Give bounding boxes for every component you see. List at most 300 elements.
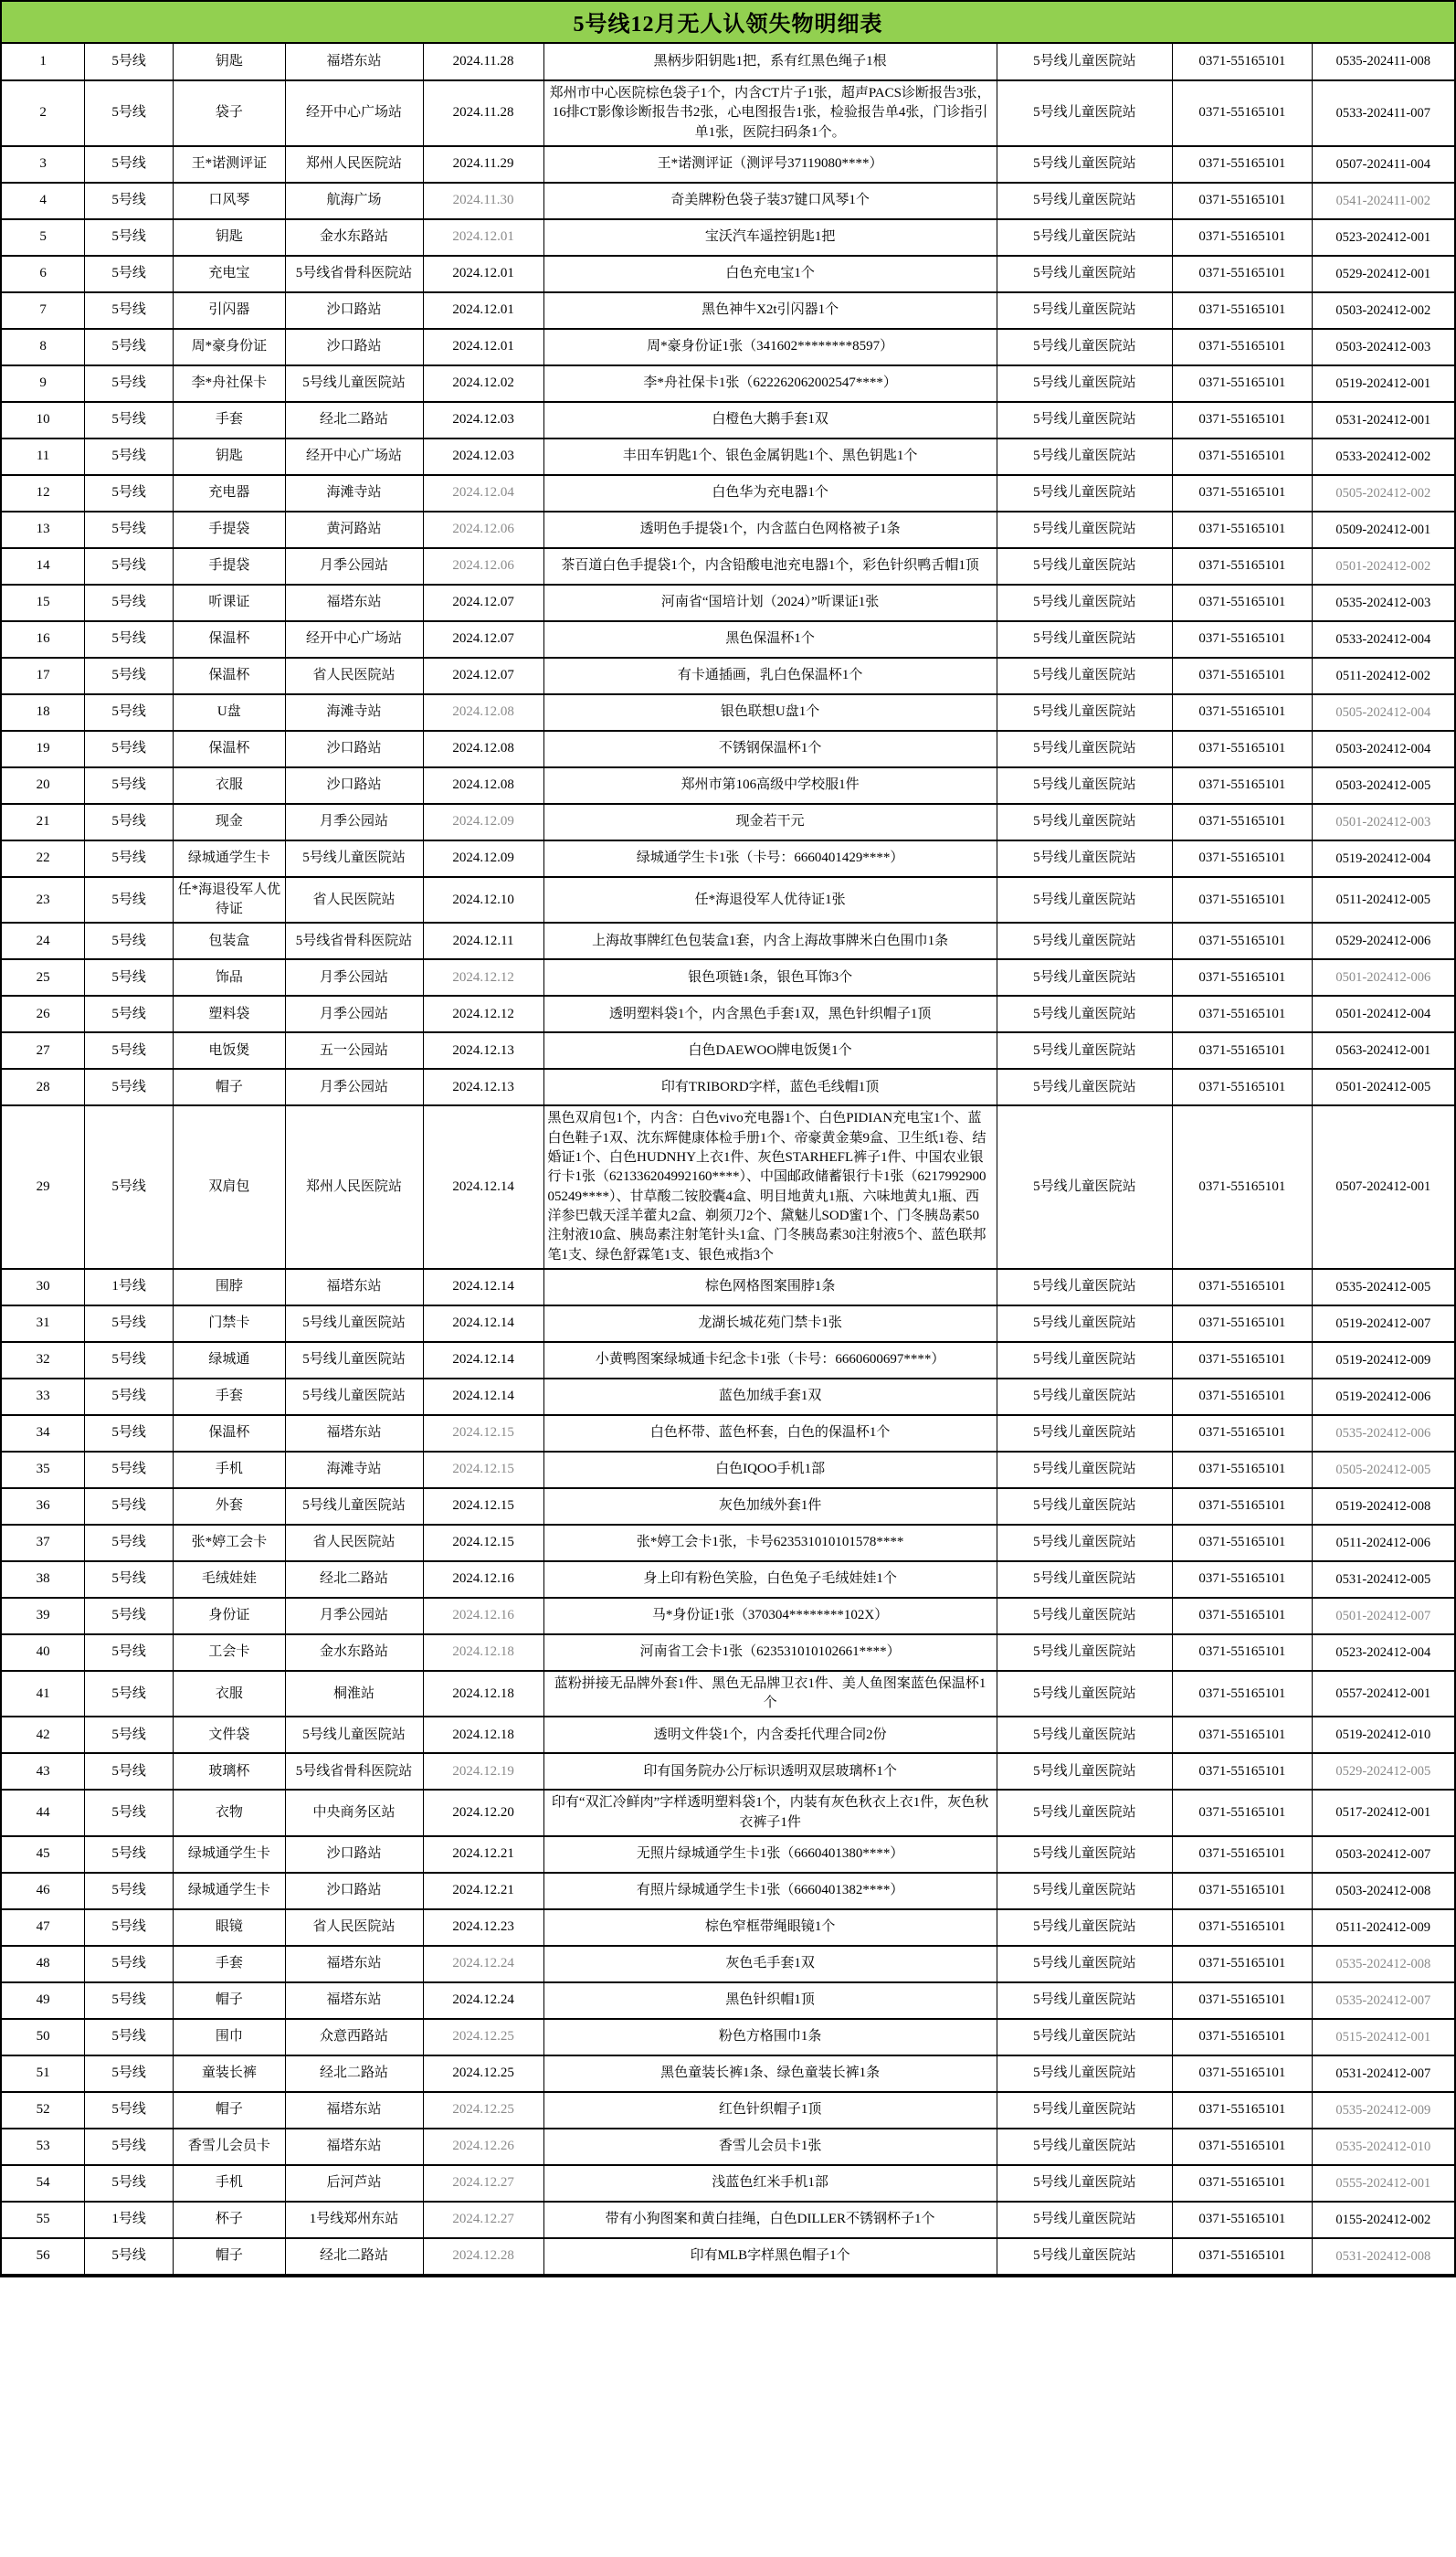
cell-found-station: 沙口路站	[285, 1873, 423, 1909]
table-row	[2, 840, 1454, 877]
cell-sequence-number: 32	[2, 1342, 85, 1379]
cell-item-name: 绿城通学生卡	[174, 1873, 285, 1909]
cell-item-name: 包装盒	[174, 923, 285, 959]
table-row	[2, 1415, 1454, 1452]
cell-contact-phone: 0371-55165101	[1173, 1561, 1313, 1598]
cell-metro-line: 5号线	[85, 923, 174, 959]
cell-metro-line: 5号线	[85, 1671, 174, 1717]
cell-item-name: 双肩包	[174, 1105, 285, 1268]
cell-found-station: 省人民医院站	[285, 658, 423, 694]
cell-pickup-station: 5号线儿童医院站	[997, 585, 1172, 621]
cell-found-station: 5号线儿童医院站	[285, 1717, 423, 1753]
cell-pickup-station: 5号线儿童医院站	[997, 1305, 1172, 1342]
cell-found-station: 省人民医院站	[285, 877, 423, 924]
table-row	[2, 2202, 1454, 2238]
table-row	[2, 219, 1454, 256]
cell-item-code: 0533-202412-002	[1312, 438, 1454, 475]
cell-date: 2024.12.25	[423, 2055, 543, 2092]
cell-date: 2024.12.16	[423, 1561, 543, 1598]
cell-sequence-number: 50	[2, 2019, 85, 2055]
cell-item-name: 电饭煲	[174, 1032, 285, 1069]
cell-metro-line: 5号线	[85, 1342, 174, 1379]
cell-sequence-number: 48	[2, 1946, 85, 1982]
table-row	[2, 1488, 1454, 1525]
cell-item-description: 有卡通插画，乳白色保温杯1个	[543, 658, 997, 694]
cell-pickup-station: 5号线儿童医院站	[997, 1634, 1172, 1671]
cell-metro-line: 5号线	[85, 1379, 174, 1415]
cell-date: 2024.12.23	[423, 1909, 543, 1946]
cell-metro-line: 5号线	[85, 1909, 174, 1946]
cell-item-description: 印有MLB字样黑色帽子1个	[543, 2238, 997, 2275]
cell-item-name: 帽子	[174, 1982, 285, 2019]
cell-sequence-number: 49	[2, 1982, 85, 2019]
cell-pickup-station: 5号线儿童医院站	[997, 996, 1172, 1032]
cell-metro-line: 5号线	[85, 2055, 174, 2092]
cell-item-code: 0511-202412-009	[1312, 1909, 1454, 1946]
cell-contact-phone: 0371-55165101	[1173, 402, 1313, 438]
cell-found-station: 5号线省骨科医院站	[285, 923, 423, 959]
cell-item-name: 绿城通学生卡	[174, 840, 285, 877]
cell-item-code: 0519-202412-006	[1312, 1379, 1454, 1415]
cell-sequence-number: 37	[2, 1525, 85, 1561]
cell-date: 2024.12.04	[423, 475, 543, 512]
cell-date: 2024.12.14	[423, 1305, 543, 1342]
cell-found-station: 桐淮站	[285, 1671, 423, 1717]
cell-metro-line: 5号线	[85, 80, 174, 146]
cell-metro-line: 5号线	[85, 1982, 174, 2019]
cell-metro-line: 5号线	[85, 402, 174, 438]
cell-item-code: 0535-202412-007	[1312, 1982, 1454, 2019]
cell-sequence-number: 10	[2, 402, 85, 438]
cell-metro-line: 5号线	[85, 2238, 174, 2275]
table-row	[2, 329, 1454, 365]
cell-pickup-station: 5号线儿童医院站	[997, 1488, 1172, 1525]
cell-item-code: 0501-202412-004	[1312, 996, 1454, 1032]
cell-found-station: 月季公园站	[285, 1069, 423, 1105]
cell-pickup-station: 5号线儿童医院站	[997, 2129, 1172, 2165]
cell-contact-phone: 0371-55165101	[1173, 1982, 1313, 2019]
cell-pickup-station: 5号线儿童医院站	[997, 1342, 1172, 1379]
table-row	[2, 1873, 1454, 1909]
cell-item-description: 白色DAEWOO牌电饭煲1个	[543, 1032, 997, 1069]
cell-date: 2024.12.06	[423, 512, 543, 548]
table-row	[2, 365, 1454, 402]
cell-item-name: 帽子	[174, 1069, 285, 1105]
cell-sequence-number: 4	[2, 183, 85, 219]
cell-item-description: 现金若干元	[543, 804, 997, 840]
cell-date: 2024.12.15	[423, 1488, 543, 1525]
table-row	[2, 1598, 1454, 1634]
cell-item-code: 0535-202412-009	[1312, 2092, 1454, 2129]
cell-item-description: 蓝粉拼接无品牌外套1件、黑色无品牌卫衣1件、美人鱼图案蓝色保温杯1个	[543, 1671, 997, 1717]
cell-item-description: 黑色针织帽1顶	[543, 1982, 997, 2019]
cell-found-station: 福塔东站	[285, 2092, 423, 2129]
cell-pickup-station: 5号线儿童医院站	[997, 1946, 1172, 1982]
cell-contact-phone: 0371-55165101	[1173, 2202, 1313, 2238]
cell-found-station: 1号线郑州东站	[285, 2202, 423, 2238]
cell-pickup-station: 5号线儿童医院站	[997, 694, 1172, 731]
cell-item-name: 王*诺测评证	[174, 146, 285, 183]
cell-sequence-number: 21	[2, 804, 85, 840]
table-row	[2, 1836, 1454, 1873]
cell-sequence-number: 19	[2, 731, 85, 767]
cell-item-description: 马*身份证1张（370304********102X）	[543, 1598, 997, 1634]
cell-sequence-number: 18	[2, 694, 85, 731]
cell-sequence-number: 52	[2, 2092, 85, 2129]
cell-date: 2024.12.15	[423, 1525, 543, 1561]
cell-item-name: 外套	[174, 1488, 285, 1525]
cell-item-name: 张*婷工会卡	[174, 1525, 285, 1561]
cell-item-code: 0517-202412-001	[1312, 1790, 1454, 1836]
cell-item-name: 手套	[174, 1379, 285, 1415]
cell-metro-line: 5号线	[85, 1415, 174, 1452]
cell-contact-phone: 0371-55165101	[1173, 548, 1313, 585]
cell-metro-line: 5号线	[85, 840, 174, 877]
cell-found-station: 5号线儿童医院站	[285, 840, 423, 877]
cell-contact-phone: 0371-55165101	[1173, 1671, 1313, 1717]
cell-item-description: 棕色窄框带绳眼镜1个	[543, 1909, 997, 1946]
cell-pickup-station: 5号线儿童医院站	[997, 292, 1172, 329]
cell-pickup-station: 5号线儿童医院站	[997, 877, 1172, 924]
cell-found-station: 黄河路站	[285, 512, 423, 548]
cell-item-name: 口风琴	[174, 183, 285, 219]
cell-pickup-station: 5号线儿童医院站	[997, 731, 1172, 767]
cell-metro-line: 5号线	[85, 1525, 174, 1561]
cell-item-name: 眼镜	[174, 1909, 285, 1946]
cell-item-name: 衣服	[174, 767, 285, 804]
cell-pickup-station: 5号线儿童医院站	[997, 402, 1172, 438]
cell-sequence-number: 46	[2, 1873, 85, 1909]
cell-found-station: 月季公园站	[285, 804, 423, 840]
cell-pickup-station: 5号线儿童医院站	[997, 1717, 1172, 1753]
cell-found-station: 5号线省骨科医院站	[285, 1753, 423, 1790]
cell-contact-phone: 0371-55165101	[1173, 1525, 1313, 1561]
cell-item-code: 0509-202412-001	[1312, 512, 1454, 548]
cell-item-code: 0155-202412-002	[1312, 2202, 1454, 2238]
cell-item-code: 0503-202412-004	[1312, 731, 1454, 767]
cell-found-station: 沙口路站	[285, 329, 423, 365]
cell-item-code: 0535-202412-010	[1312, 2129, 1454, 2165]
cell-found-station: 5号线儿童医院站	[285, 365, 423, 402]
cell-item-description: 王*诺测评证（测评号37119080****）	[543, 146, 997, 183]
cell-item-description: 龙湖长城花苑门禁卡1张	[543, 1305, 997, 1342]
table-row	[2, 585, 1454, 621]
cell-item-code: 0505-202412-004	[1312, 694, 1454, 731]
cell-item-code: 0519-202412-010	[1312, 1717, 1454, 1753]
cell-sequence-number: 3	[2, 146, 85, 183]
cell-sequence-number: 38	[2, 1561, 85, 1598]
cell-date: 2024.12.10	[423, 877, 543, 924]
cell-contact-phone: 0371-55165101	[1173, 2055, 1313, 2092]
cell-found-station: 5号线儿童医院站	[285, 1379, 423, 1415]
cell-metro-line: 5号线	[85, 1305, 174, 1342]
cell-contact-phone: 0371-55165101	[1173, 256, 1313, 292]
table-row	[2, 1305, 1454, 1342]
cell-item-name: 手套	[174, 402, 285, 438]
table-row	[2, 1753, 1454, 1790]
cell-sequence-number: 35	[2, 1452, 85, 1488]
cell-item-name: 充电宝	[174, 256, 285, 292]
cell-item-description: 红色针织帽子1顶	[543, 2092, 997, 2129]
cell-sequence-number: 6	[2, 256, 85, 292]
cell-date: 2024.12.01	[423, 292, 543, 329]
cell-item-description: 银色项链1条，银色耳饰3个	[543, 959, 997, 996]
cell-found-station: 海滩寺站	[285, 1452, 423, 1488]
cell-pickup-station: 5号线儿童医院站	[997, 1032, 1172, 1069]
cell-contact-phone: 0371-55165101	[1173, 183, 1313, 219]
cell-item-name: 手机	[174, 2165, 285, 2202]
cell-contact-phone: 0371-55165101	[1173, 996, 1313, 1032]
cell-item-code: 0563-202412-001	[1312, 1032, 1454, 1069]
cell-sequence-number: 15	[2, 585, 85, 621]
cell-found-station: 郑州人民医院站	[285, 146, 423, 183]
cell-sequence-number: 40	[2, 1634, 85, 1671]
cell-contact-phone: 0371-55165101	[1173, 512, 1313, 548]
cell-contact-phone: 0371-55165101	[1173, 219, 1313, 256]
cell-metro-line: 5号线	[85, 1790, 174, 1836]
cell-item-name: 文件袋	[174, 1717, 285, 1753]
cell-item-code: 0501-202412-003	[1312, 804, 1454, 840]
cell-item-name: 保温杯	[174, 658, 285, 694]
cell-contact-phone: 0371-55165101	[1173, 694, 1313, 731]
table-row	[2, 1717, 1454, 1753]
cell-date: 2024.12.25	[423, 2092, 543, 2129]
table-row	[2, 1946, 1454, 1982]
cell-item-description: 丰田车钥匙1个、银色金属钥匙1个、黑色钥匙1个	[543, 438, 997, 475]
cell-sequence-number: 20	[2, 767, 85, 804]
cell-item-code: 0531-202412-005	[1312, 1561, 1454, 1598]
cell-pickup-station: 5号线儿童医院站	[997, 438, 1172, 475]
cell-sequence-number: 8	[2, 329, 85, 365]
cell-found-station: 航海广场	[285, 183, 423, 219]
cell-metro-line: 5号线	[85, 2092, 174, 2129]
cell-date: 2024.12.21	[423, 1873, 543, 1909]
cell-item-code: 0555-202412-001	[1312, 2165, 1454, 2202]
cell-item-code: 0535-202412-005	[1312, 1269, 1454, 1305]
cell-sequence-number: 14	[2, 548, 85, 585]
cell-contact-phone: 0371-55165101	[1173, 80, 1313, 146]
cell-item-description: 白橙色大鹅手套1双	[543, 402, 997, 438]
cell-item-code: 0533-202412-004	[1312, 621, 1454, 658]
cell-date: 2024.12.14	[423, 1342, 543, 1379]
cell-pickup-station: 5号线儿童医院站	[997, 80, 1172, 146]
cell-item-name: 手机	[174, 1452, 285, 1488]
cell-date: 2024.12.07	[423, 585, 543, 621]
cell-date: 2024.12.18	[423, 1671, 543, 1717]
cell-contact-phone: 0371-55165101	[1173, 1452, 1313, 1488]
cell-pickup-station: 5号线儿童医院站	[997, 256, 1172, 292]
cell-item-description: 棕色网格图案围脖1条	[543, 1269, 997, 1305]
cell-found-station: 月季公园站	[285, 1598, 423, 1634]
cell-item-description: 灰色加绒外套1件	[543, 1488, 997, 1525]
table-row	[2, 1561, 1454, 1598]
cell-item-code: 0523-202412-004	[1312, 1634, 1454, 1671]
cell-metro-line: 5号线	[85, 2129, 174, 2165]
cell-item-name: 帽子	[174, 2092, 285, 2129]
table-row	[2, 292, 1454, 329]
cell-metro-line: 5号线	[85, 877, 174, 924]
cell-item-description: 黑色双肩包1个，内含：白色vivo充电器1个、白色PIDIAN充电宝1个、蓝白色鞋子1双、沈东辉健康体检手册1个、帝豪黄金葉9盒、卫生纸1卷、结婚证1个、白色HUDNHY上衣1件、灰色STARHEFL裤子1件、中国农业银行卡1张（621336204992160****）、中国邮政储蓄银行卡1张（621799290005249****）、甘草酸二铵胶囊4盒、明目地黄丸1瓶、六味地黄丸1瓶、西洋参巴戟天淫羊藿丸2盒、剃须刀2个、黛魅儿SOD蜜1个、门冬胰岛素50注射液10盒、胰岛素注射笔针头1盒、门冬胰岛素30注射液5个、蓝色联邦笔1支、绿色舒霖笔1支、银色戒指3个	[543, 1105, 997, 1268]
cell-item-description: 浅蓝色红米手机1部	[543, 2165, 997, 2202]
cell-found-station: 福塔东站	[285, 1415, 423, 1452]
cell-metro-line: 5号线	[85, 2165, 174, 2202]
cell-pickup-station: 5号线儿童医院站	[997, 1598, 1172, 1634]
cell-pickup-station: 5号线儿童医院站	[997, 1269, 1172, 1305]
table-row	[2, 767, 1454, 804]
table-row	[2, 1982, 1454, 2019]
cell-item-name: 杯子	[174, 2202, 285, 2238]
cell-pickup-station: 5号线儿童医院站	[997, 1909, 1172, 1946]
cell-date: 2024.11.28	[423, 80, 543, 146]
cell-metro-line: 5号线	[85, 1105, 174, 1268]
cell-pickup-station: 5号线儿童医院站	[997, 219, 1172, 256]
table-row	[2, 183, 1454, 219]
cell-item-name: 帽子	[174, 2238, 285, 2275]
cell-item-code: 0501-202412-002	[1312, 548, 1454, 585]
cell-contact-phone: 0371-55165101	[1173, 1598, 1313, 1634]
table-row	[2, 80, 1454, 146]
cell-item-description: 上海故事牌红色包装盒1套，内含上海故事牌米白色围巾1条	[543, 923, 997, 959]
cell-item-description: 白色华为充电器1个	[543, 475, 997, 512]
cell-item-name: 袋子	[174, 80, 285, 146]
cell-item-description: 黑色神牛X2t引闪器1个	[543, 292, 997, 329]
cell-pickup-station: 5号线儿童医院站	[997, 183, 1172, 219]
cell-item-description: 奇美牌粉色袋子装37键口风琴1个	[543, 183, 997, 219]
cell-found-station: 5号线儿童医院站	[285, 1488, 423, 1525]
cell-metro-line: 5号线	[85, 1452, 174, 1488]
cell-item-code: 0531-202412-008	[1312, 2238, 1454, 2275]
cell-found-station: 福塔东站	[285, 44, 423, 80]
cell-sequence-number: 44	[2, 1790, 85, 1836]
cell-found-station: 省人民医院站	[285, 1525, 423, 1561]
cell-item-name: 保温杯	[174, 621, 285, 658]
cell-metro-line: 5号线	[85, 1561, 174, 1598]
cell-contact-phone: 0371-55165101	[1173, 877, 1313, 924]
cell-metro-line: 5号线	[85, 996, 174, 1032]
cell-sequence-number: 29	[2, 1105, 85, 1268]
cell-sequence-number: 36	[2, 1488, 85, 1525]
cell-item-description: 带有小狗图案和黄白挂绳，白色DILLER不锈钢杯子1个	[543, 2202, 997, 2238]
cell-sequence-number: 5	[2, 219, 85, 256]
cell-contact-phone: 0371-55165101	[1173, 923, 1313, 959]
cell-contact-phone: 0371-55165101	[1173, 2165, 1313, 2202]
cell-item-code: 0503-202412-005	[1312, 767, 1454, 804]
cell-sequence-number: 47	[2, 1909, 85, 1946]
cell-found-station: 5号线省骨科医院站	[285, 256, 423, 292]
cell-date: 2024.12.26	[423, 2129, 543, 2165]
cell-pickup-station: 5号线儿童医院站	[997, 923, 1172, 959]
cell-sequence-number: 9	[2, 365, 85, 402]
cell-contact-phone: 0371-55165101	[1173, 1305, 1313, 1342]
table-row	[2, 1525, 1454, 1561]
cell-item-name: 童装长裤	[174, 2055, 285, 2092]
cell-date: 2024.11.28	[423, 44, 543, 80]
cell-contact-phone: 0371-55165101	[1173, 1105, 1313, 1268]
cell-metro-line: 5号线	[85, 1717, 174, 1753]
table-title: 5号线12月无人认领失物明细表	[2, 2, 1454, 44]
cell-metro-line: 5号线	[85, 1634, 174, 1671]
cell-item-name: 钥匙	[174, 219, 285, 256]
cell-contact-phone: 0371-55165101	[1173, 804, 1313, 840]
cell-item-description: 任*海退役军人优待证1张	[543, 877, 997, 924]
cell-sequence-number: 12	[2, 475, 85, 512]
cell-item-name: 手提袋	[174, 548, 285, 585]
cell-item-code: 0501-202412-007	[1312, 1598, 1454, 1634]
cell-found-station: 后河芦站	[285, 2165, 423, 2202]
cell-item-code: 0535-202412-006	[1312, 1415, 1454, 1452]
cell-date: 2024.12.15	[423, 1415, 543, 1452]
table-row	[2, 2019, 1454, 2055]
cell-date: 2024.12.13	[423, 1069, 543, 1105]
cell-item-description: 周*豪身份证1张（341602********8597）	[543, 329, 997, 365]
cell-item-description: 印有TRIBORD字样，蓝色毛线帽1顶	[543, 1069, 997, 1105]
cell-contact-phone: 0371-55165101	[1173, 329, 1313, 365]
cell-item-description: 白色充电宝1个	[543, 256, 997, 292]
cell-item-code: 0503-202412-002	[1312, 292, 1454, 329]
cell-item-description: 印有“双汇冷鲜肉”字样透明塑料袋1个，内装有灰色秋衣上衣1件，灰色秋衣裤子1件	[543, 1790, 997, 1836]
cell-contact-phone: 0371-55165101	[1173, 2238, 1313, 2275]
cell-pickup-station: 5号线儿童医院站	[997, 512, 1172, 548]
cell-pickup-station: 5号线儿童医院站	[997, 2238, 1172, 2275]
table-row	[2, 548, 1454, 585]
cell-item-code: 0519-202412-004	[1312, 840, 1454, 877]
cell-item-name: 围巾	[174, 2019, 285, 2055]
cell-item-description: 郑州市中心医院棕色袋子1个，内含CT片子1张，超声PACS诊断报告3张，16排CT影像诊断报告书2张，心电图报告1张，检验报告单4张，门诊指引单1张，医院扫码条1个。	[543, 80, 997, 146]
cell-item-code: 0503-202412-008	[1312, 1873, 1454, 1909]
cell-metro-line: 5号线	[85, 767, 174, 804]
cell-found-station: 中央商务区站	[285, 1790, 423, 1836]
cell-item-name: 毛绒娃娃	[174, 1561, 285, 1598]
cell-found-station: 福塔东站	[285, 585, 423, 621]
cell-pickup-station: 5号线儿童医院站	[997, 1982, 1172, 2019]
cell-item-description: 透明塑料袋1个，内含黑色手套1双，黑色针织帽子1顶	[543, 996, 997, 1032]
cell-sequence-number: 1	[2, 44, 85, 80]
cell-found-station: 经北二路站	[285, 2238, 423, 2275]
cell-item-name: 围脖	[174, 1269, 285, 1305]
cell-item-name: 李*舟社保卡	[174, 365, 285, 402]
cell-found-station: 月季公园站	[285, 959, 423, 996]
cell-found-station: 经开中心广场站	[285, 438, 423, 475]
cell-contact-phone: 0371-55165101	[1173, 365, 1313, 402]
cell-found-station: 5号线儿童医院站	[285, 1305, 423, 1342]
cell-metro-line: 1号线	[85, 1269, 174, 1305]
cell-pickup-station: 5号线儿童医院站	[997, 1452, 1172, 1488]
cell-found-station: 经北二路站	[285, 402, 423, 438]
cell-contact-phone: 0371-55165101	[1173, 1717, 1313, 1753]
cell-contact-phone: 0371-55165101	[1173, 292, 1313, 329]
cell-metro-line: 5号线	[85, 585, 174, 621]
cell-metro-line: 5号线	[85, 658, 174, 694]
cell-metro-line: 5号线	[85, 44, 174, 80]
cell-pickup-station: 5号线儿童医院站	[997, 2202, 1172, 2238]
cell-metro-line: 5号线	[85, 475, 174, 512]
cell-sequence-number: 33	[2, 1379, 85, 1415]
cell-item-description: 小黄鸭图案绿城通卡纪念卡1张（卡号：6660600697****）	[543, 1342, 997, 1379]
cell-date: 2024.12.19	[423, 1753, 543, 1790]
cell-metro-line: 5号线	[85, 1836, 174, 1873]
cell-item-name: 保温杯	[174, 731, 285, 767]
cell-found-station: 经开中心广场站	[285, 621, 423, 658]
cell-pickup-station: 5号线儿童医院站	[997, 548, 1172, 585]
cell-pickup-station: 5号线儿童医院站	[997, 2092, 1172, 2129]
cell-date: 2024.12.21	[423, 1836, 543, 1873]
cell-found-station: 沙口路站	[285, 1836, 423, 1873]
table-row	[2, 1105, 1454, 1268]
table-row	[2, 959, 1454, 996]
cell-item-description: 白色杯带、蓝色杯套，白色的保温杯1个	[543, 1415, 997, 1452]
table-row	[2, 2092, 1454, 2129]
cell-item-description: 透明文件袋1个，内含委托代理合同2份	[543, 1717, 997, 1753]
